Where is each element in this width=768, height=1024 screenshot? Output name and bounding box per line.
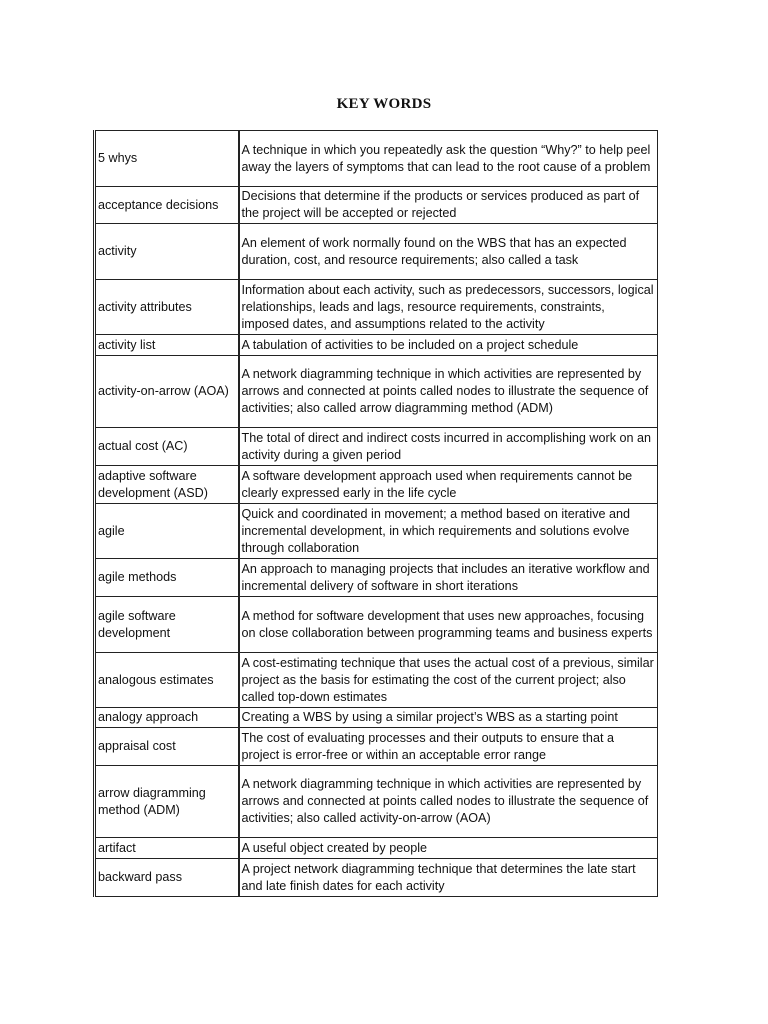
table-row [95,131,658,187]
table-row [95,859,658,897]
table-row [95,428,658,466]
term-cell: adaptive software development (ASD) [95,466,239,504]
table-row [95,838,658,859]
definition-cell: A technique in which you repeatedly ask the question “Why?” to help peel away the layers of symptoms that can lead to the root cause of a problem [239,131,658,187]
term-cell: activity list [95,335,239,356]
definition-cell: A software development approach used when requirements cannot be clearly expressed early in the life cycle [239,466,658,504]
table-row [95,335,658,356]
term-cell: agile methods [95,559,239,597]
definition-cell: Decisions that determine if the products or services produced as part of the project will be accepted or rejected [239,187,658,224]
definition-cell: The total of direct and indirect costs incurred in accomplishing work on an activity during a given period [239,428,658,466]
definition-cell: The cost of evaluating processes and their outputs to ensure that a project is error-free or within an acceptable error range [239,728,658,766]
table-row [95,708,658,728]
term-cell: agile [95,504,239,559]
table-row [95,559,658,597]
definition-cell: A method for software development that uses new approaches, focusing on close collaboration between programming teams and business experts [239,597,658,653]
term-cell: actual cost (AC) [95,428,239,466]
table-row [95,356,658,428]
table-row [95,653,658,708]
table-row [95,280,658,335]
table-row [95,728,658,766]
definition-cell: A network diagramming technique in which activities are represented by arrows and connected at points called nodes to illustrate the sequence of activities; also called arrow diagramming method (ADM) [239,356,658,428]
definition-cell: A cost-estimating technique that uses the actual cost of a previous, similar project as the basis for estimating the cost of the current project; also called top-down estimates [239,653,658,708]
term-cell: appraisal cost [95,728,239,766]
term-cell: activity [95,224,239,280]
key-words-table [93,130,658,897]
table-row [95,504,658,559]
term-cell: 5 whys [95,131,239,187]
term-cell: arrow diagramming method (ADM) [95,766,239,838]
term-cell: acceptance decisions [95,187,239,224]
term-cell: activity-on-arrow (AOA) [95,356,239,428]
definition-cell: Creating a WBS by using a similar project’s WBS as a starting point [239,708,658,728]
table-row [95,466,658,504]
definition-cell: Quick and coordinated in movement; a method based on iterative and incremental development, in which requirements and solutions evolve through collaboration [239,504,658,559]
definition-cell: An element of work normally found on the WBS that has an expected duration, cost, and resource requirements; also called a task [239,224,658,280]
definition-cell: A tabulation of activities to be included on a project schedule [239,335,658,356]
definition-cell: A useful object created by people [239,838,658,859]
definition-cell: A network diagramming technique in which activities are represented by arrows and connected at points called nodes to illustrate the sequence of activities; also called activity-on-arrow (AOA) [239,766,658,838]
definition-cell: An approach to managing projects that includes an iterative workflow and incremental delivery of software in short iterations [239,559,658,597]
term-cell: analogous estimates [95,653,239,708]
definition-cell: A project network diagramming technique that determines the late start and late finish dates for each activity [239,859,658,897]
term-cell: activity attributes [95,280,239,335]
term-cell: analogy approach [95,708,239,728]
table-row [95,766,658,838]
table-row [95,224,658,280]
term-cell: artifact [95,838,239,859]
term-cell: backward pass [95,859,239,897]
term-cell: agile software development [95,597,239,653]
definition-cell: Information about each activity, such as predecessors, successors, logical relationships, leads and lags, resource requirements, constraints, imposed dates, and assumptions related to the activity [239,280,658,335]
page-title: KEY WORDS [336,96,432,112]
table-row [95,187,658,224]
table-row [95,597,658,653]
